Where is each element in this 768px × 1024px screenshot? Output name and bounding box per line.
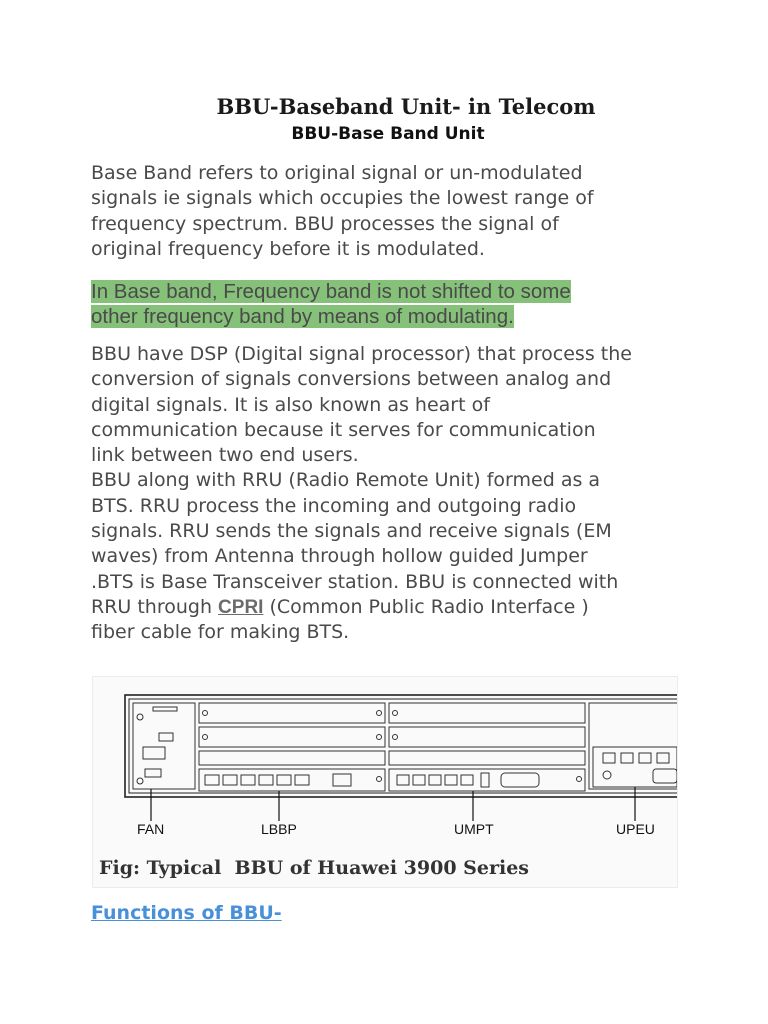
fan-label: FAN <box>137 821 165 837</box>
cpri-link[interactable]: CPRI <box>218 596 264 618</box>
body-line: BTS. RRU process the incoming and outgoing radio <box>91 494 577 517</box>
intro-line: signals ie signals which occupies the lowest range of <box>91 187 594 210</box>
body-line: BBU along with RRU (Radio Remote Unit) formed as a <box>91 469 601 492</box>
highlight-line: In Base band, Frequency band is not shifted to some <box>91 280 571 303</box>
figure-caption: Fig: Typical BBU of Huawei 3900 Series <box>99 857 529 879</box>
umpt-board <box>389 769 585 791</box>
leader-lines <box>151 787 635 821</box>
highlight-line: other frequency band by means of modulating. <box>91 305 514 328</box>
body-line: link between two end users. <box>91 444 359 467</box>
body-paragraph <box>91 342 691 646</box>
body-line: signals. RRU sends the signals and receive signals (EM <box>91 520 612 543</box>
bbu-diagram <box>93 677 677 887</box>
body-line: .BTS is Base Transceiver station. BBU is connected with <box>91 570 619 593</box>
bbu-chassis <box>125 695 677 797</box>
upeu-label: UPEU <box>616 821 655 837</box>
body-line-prefix: RRU through <box>91 595 219 618</box>
body-line: BBU have DSP (Digital signal processor) that process the <box>91 343 632 365</box>
umpt-label: UMPT <box>454 821 494 837</box>
highlighted-note <box>91 279 691 329</box>
intro-line: original frequency before it is modulated. <box>91 237 485 260</box>
functions-of-bbu-link[interactable]: Functions of BBU- <box>91 902 282 924</box>
fan-module <box>133 703 195 789</box>
upeu-module <box>589 703 677 789</box>
page-title: BBU-Baseband Unit- in Telecom <box>216 94 596 119</box>
bbu-figure <box>92 676 678 888</box>
body-line: conversion of signals conversions between analog and <box>91 368 612 391</box>
body-line: digital signals. It is also known as heart of <box>91 393 490 416</box>
intro-line: frequency spectrum. BBU processes the signal of <box>91 212 559 235</box>
upper-slots <box>199 703 585 765</box>
lbbp-label: LBBP <box>261 821 297 837</box>
page-subtitle: BBU-Base Band Unit <box>291 124 485 144</box>
intro-line: Base Band refers to original signal or un-modulated <box>91 162 583 184</box>
intro-paragraph <box>91 161 691 262</box>
body-line: waves) from Antenna through hollow guided Jumper <box>91 545 588 568</box>
body-line-suffix: (Common Public Radio Interface ) <box>263 595 589 618</box>
lbbp-board <box>199 769 385 791</box>
body-line: communication because it serves for communication <box>91 418 596 441</box>
body-line: fiber cable for making BTS. <box>91 621 350 644</box>
